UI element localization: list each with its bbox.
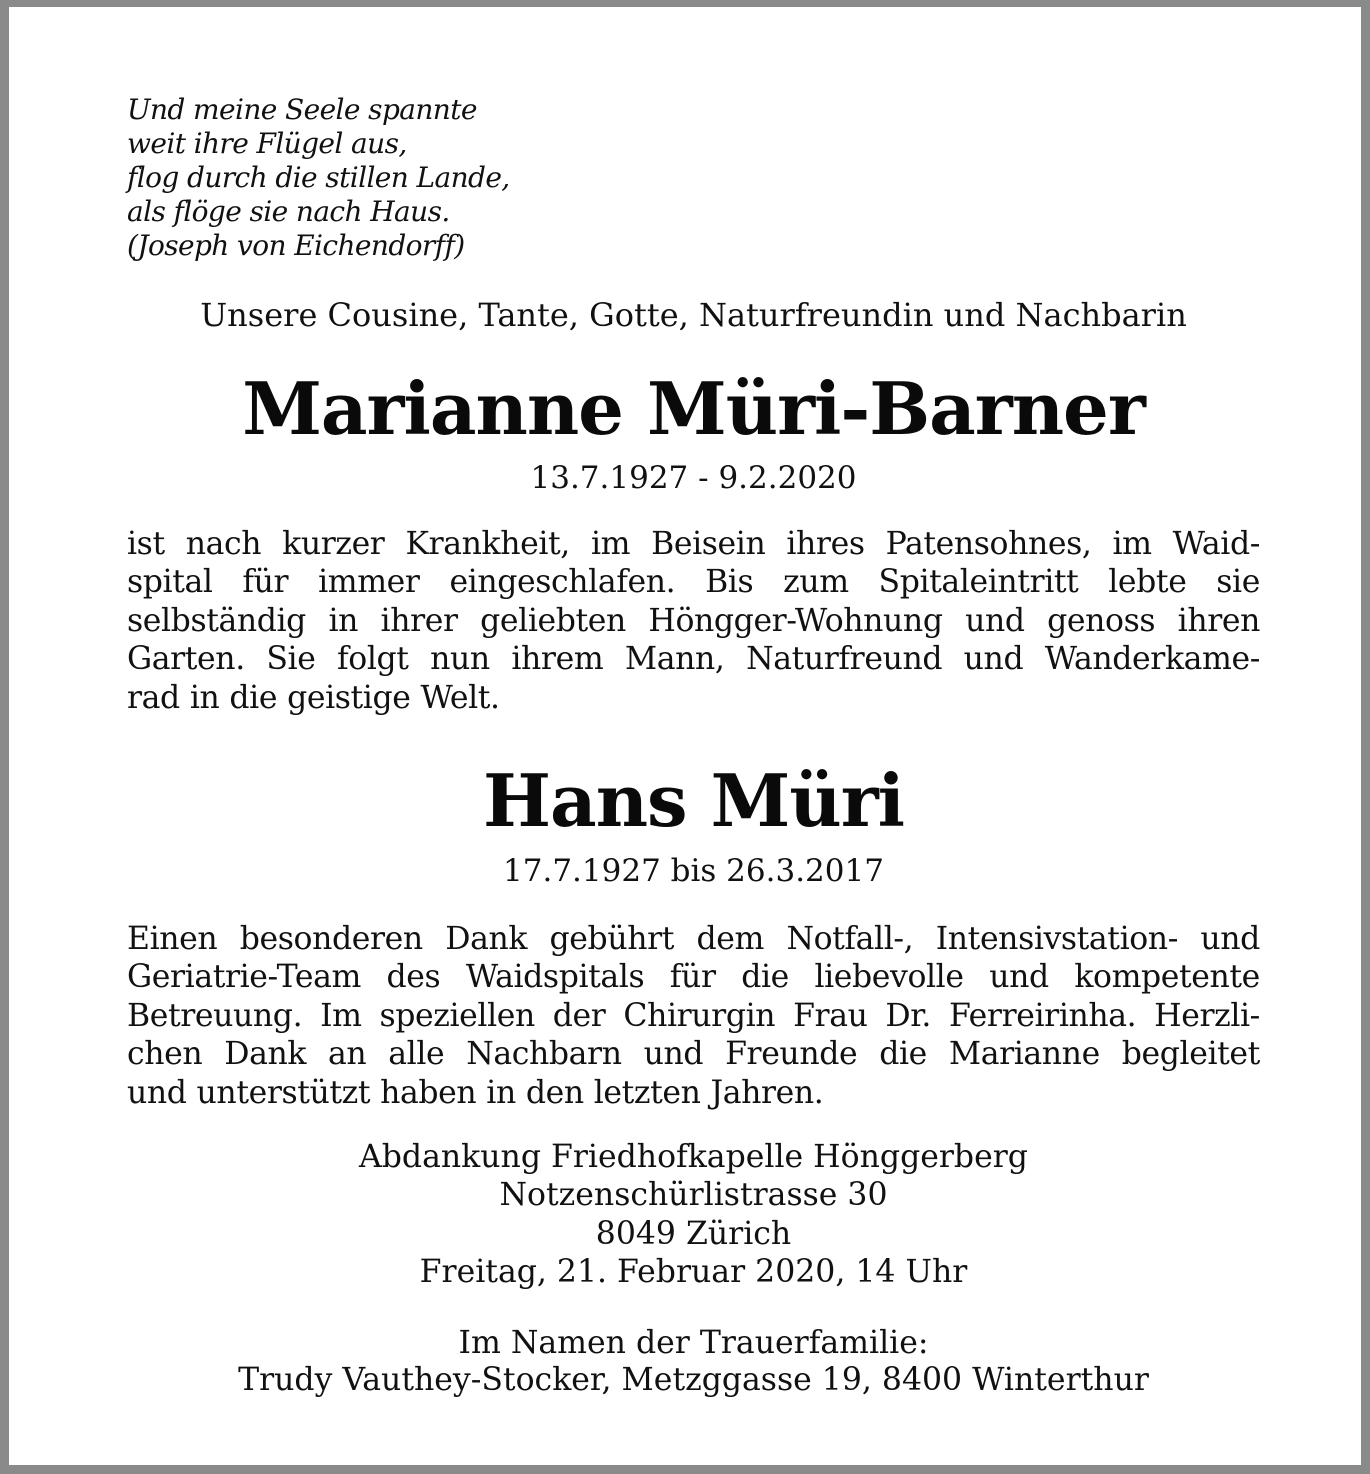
family-signature xyxy=(127,1325,1260,1399)
announcement-paragraph xyxy=(127,525,1260,717)
signature-contact: Trudy Vauthey-Stocker, Metzggasse 19, 8400 Winterthur xyxy=(238,1362,1149,1398)
service-datetime: Freitag, 21. Februar 2020, 14 Uhr xyxy=(419,1253,968,1290)
poem-line: Und meine Seele spannte xyxy=(127,93,477,126)
thanks-paragraph xyxy=(127,920,1260,1112)
paragraph-line: und unterstützt haben in den letzten Jahren. xyxy=(127,1074,824,1111)
poem-line: als flöge sie nach Haus. xyxy=(127,195,450,228)
paragraph-line: chen Dank an alle Nachbarn und Freunde die Marianne begleitet xyxy=(127,1036,1260,1073)
funeral-service-info xyxy=(127,1138,1260,1291)
paragraph-line: Betreuung. Im speziellen der Chirurgin Frau Dr. Ferreirinha. Herzli- xyxy=(127,997,1260,1034)
paragraph-line: Geriatrie-Team des Waidspitals für die liebevolle und kompetente xyxy=(127,959,1260,996)
paragraph-line: Garten. Sie folgt nun ihrem Mann, Naturfreund und Wanderkame- xyxy=(127,641,1260,678)
poem-attribution: (Joseph von Eichendorff) xyxy=(127,229,465,262)
deceased-dates: 13.7.1927 - 9.2.2020 xyxy=(530,460,857,496)
signature-intro: Im Namen der Trauerfamilie: xyxy=(458,1325,929,1361)
paragraph-line: selbständig in ihrer geliebten Höngger-Wohnung und genoss ihren xyxy=(127,602,1260,639)
poem-line: weit ihre Flügel aus, xyxy=(127,127,407,160)
husband-dates: 17.7.1927 bis 26.3.2017 xyxy=(503,853,884,889)
service-street: Notzenschürlistrasse 30 xyxy=(499,1177,888,1214)
poem-line: flog durch die stillen Lande, xyxy=(127,161,510,194)
paragraph-line: Einen besonderen Dank gebührt dem Notfall-, Intensivstation- und xyxy=(127,921,1260,957)
service-location: Abdankung Friedhofkapelle Hönggerberg xyxy=(359,1139,1028,1175)
deceased-name: Marianne Müri-Barner xyxy=(242,366,1145,451)
paragraph-line: rad in die geistige Welt. xyxy=(127,679,500,716)
paragraph-line: ist nach kurzer Krankheit, im Beisein ihres Patensohnes, im Waid- xyxy=(127,526,1260,562)
intro-relations: Unsere Cousine, Tante, Gotte, Naturfreundin und Nachbarin xyxy=(200,296,1187,334)
paragraph-line: spital für immer eingeschlafen. Bis zum Spitaleintritt lebte sie xyxy=(127,564,1260,601)
poem-quote xyxy=(127,93,647,263)
husband-name: Hans Müri xyxy=(483,758,904,843)
service-city: 8049 Zürich xyxy=(595,1215,792,1252)
